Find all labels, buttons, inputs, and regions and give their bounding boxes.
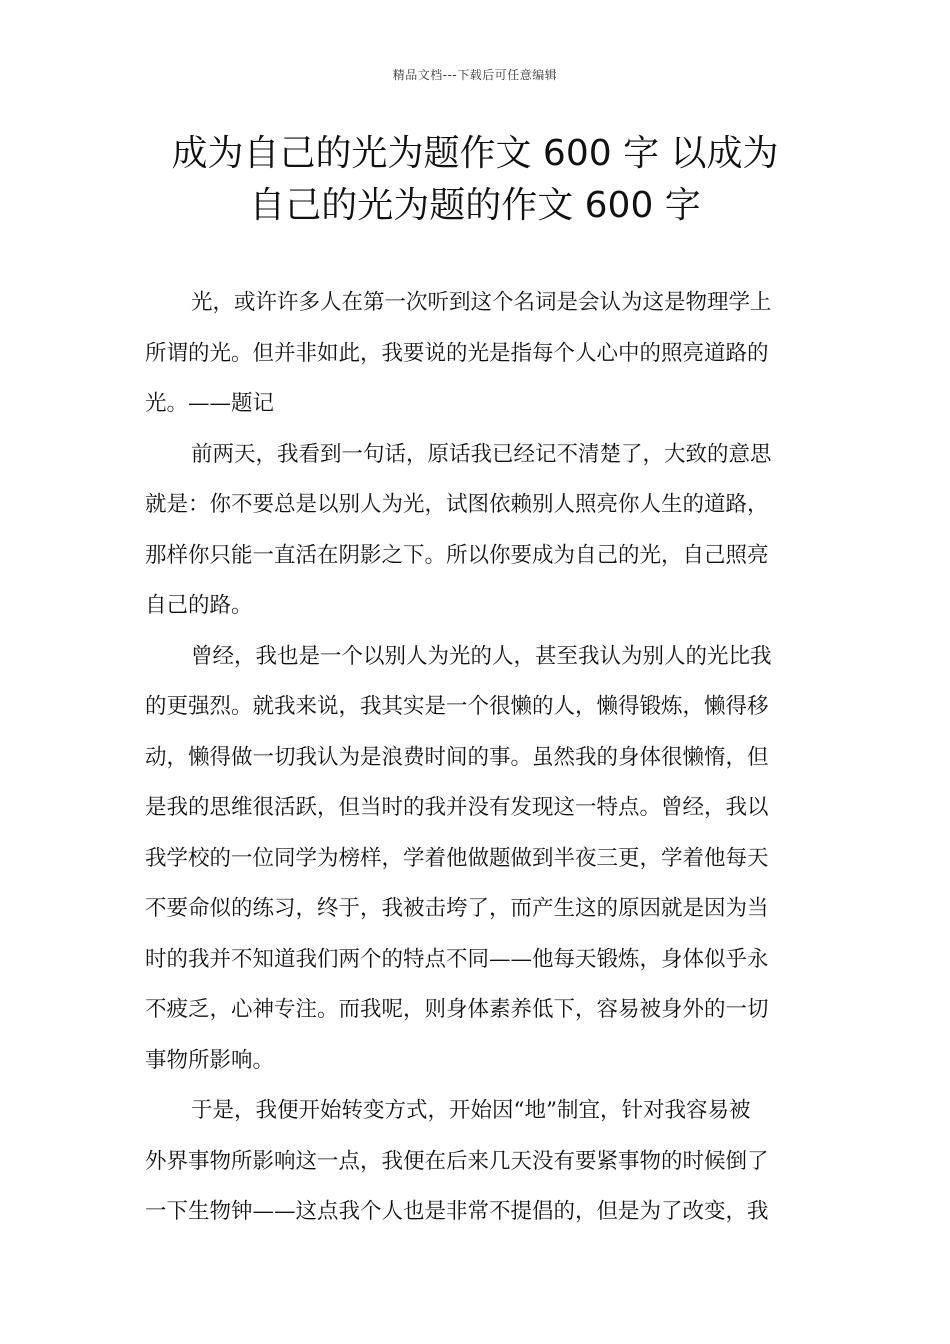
text-line: 一下生物钟——这点我个人也是非常不提倡的，但是为了改变，我 <box>145 1199 769 1224</box>
text-line: 外界事物所影响这一点，我便在后来几天没有要紧事物的时候倒了 <box>145 1148 769 1174</box>
title-line-2: 自己的光为题的作文 600 字 <box>249 185 701 226</box>
paragraph-1 <box>145 278 807 430</box>
document-title <box>120 128 830 232</box>
text-line: 动，懒得做一切我认为是浪费时间的事。虽然我的身体很懒惰，但 <box>145 744 769 770</box>
paragraph-3 <box>145 632 807 1087</box>
text-line: 光。——题记 <box>145 391 275 416</box>
text-line: 事物所影响。 <box>145 1047 275 1073</box>
text-line: 自己的路。 <box>145 593 253 618</box>
text-line: 那样你只能一直活在阴影之下。所以你要成为自己的光，自己照亮 <box>145 542 769 568</box>
text-line: 光，或许许多人在第一次听到这个名词是会认为这是物理学上 <box>191 290 772 315</box>
title-line-1: 成为自己的光为题作文 600 字 以成为 <box>171 133 779 174</box>
paragraph-4 <box>145 1086 807 1238</box>
text-line: 不疲乏，心神专注。而我呢，则身体素养低下，容易被身外的一切 <box>145 997 769 1022</box>
text-line: 的更强烈。就我来说，我其实是一个很懒的人，懒得锻炼，懒得移 <box>145 694 769 719</box>
header-note: 精品文档---下载后可任意编辑 <box>392 68 558 82</box>
text-line: 就是：你不要总是以别人为光，试图依赖别人照亮你人生的道路， <box>145 492 769 517</box>
text-line: 我学校的一位同学为榜样，学着他做题做到半夜三更，学着他每天 <box>145 845 769 871</box>
paragraph-2 <box>145 430 807 632</box>
document-body <box>145 278 807 1238</box>
text-line: 前两天，我看到一句话，原话我已经记不清楚了，大致的意思 <box>191 441 772 467</box>
text-line: 所谓的光。但并非如此，我要说的光是指每个人心中的照亮道路的 <box>145 340 769 366</box>
text-line: 不要命似的练习，终于，我被击垮了，而产生这的原因就是因为当 <box>145 896 769 921</box>
text-line: 于是，我便开始转变方式，开始因“地”制宜，针对我容易被 <box>191 1098 751 1123</box>
text-line: 时的我并不知道我们两个的特点不同——他每天锻炼，身体似乎永 <box>145 946 769 972</box>
text-line: 曾经，我也是一个以别人为光的人，甚至我认为别人的光比我 <box>191 643 772 669</box>
text-line: 是我的思维很活跃，但当时的我并没有发现这一特点。曾经，我以 <box>145 795 769 820</box>
